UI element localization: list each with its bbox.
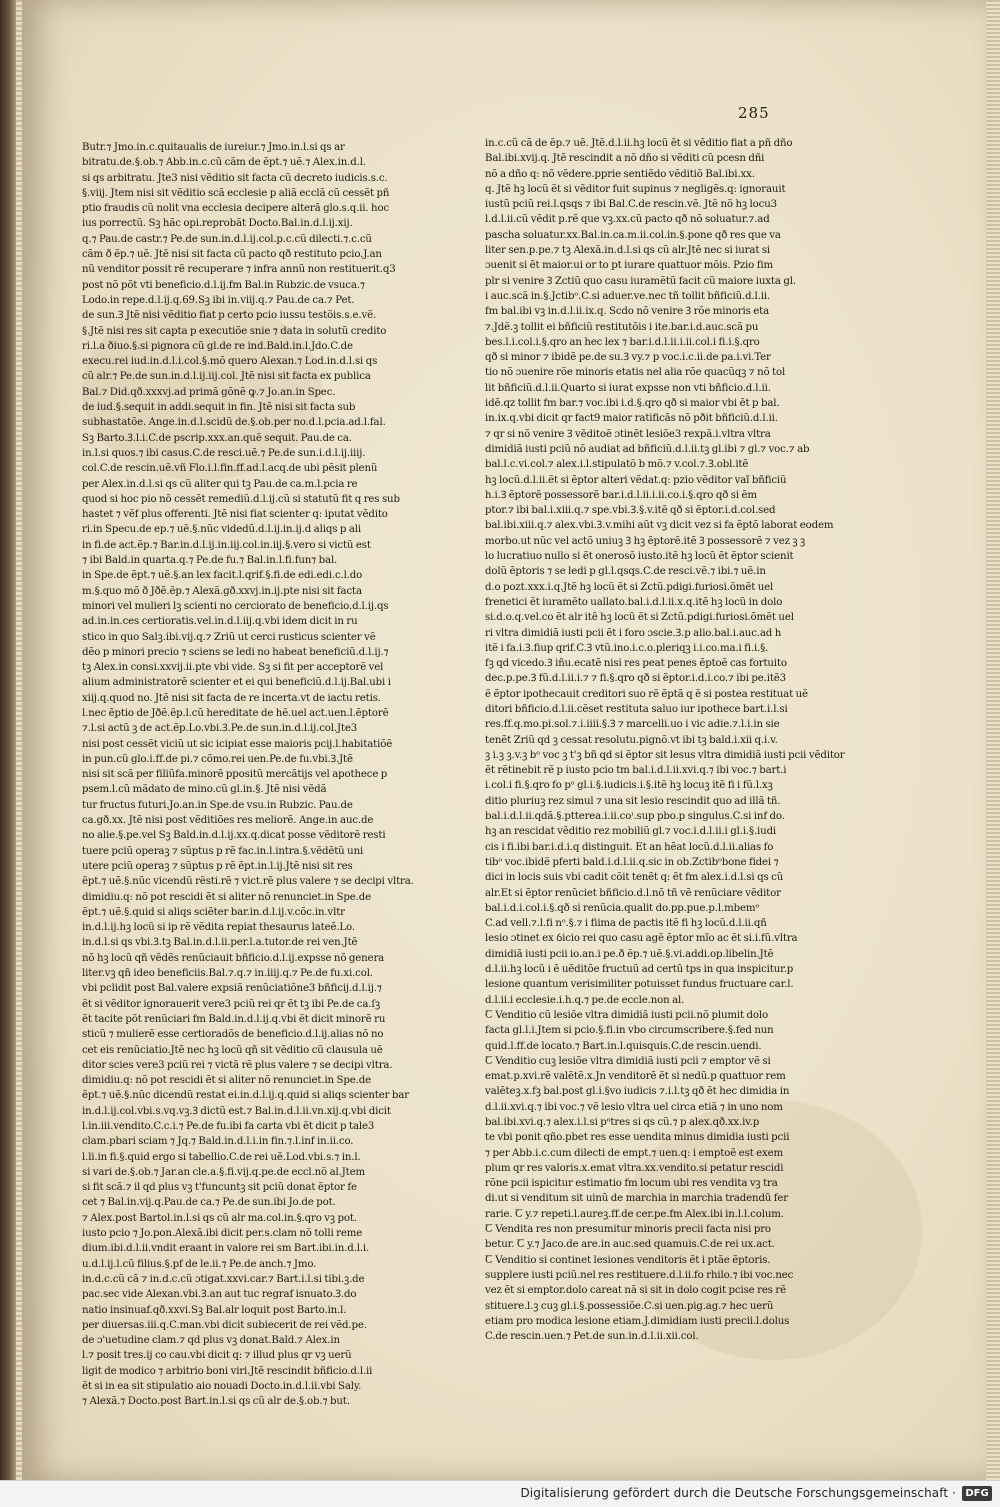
text-line: nũ venditor possit rẽ recuperare ⁊ infra annũ non restituerit.q3: [82, 264, 396, 276]
text-line: idẽ.qz tollit fm bar.⁊ voc.ibi i.d.§.qro qð si maior vbi ẽt p bal.: [485, 398, 780, 410]
text-line: morbo.ut nũc vel actõ uniuꝫ Ꝫ hꝫ ẽptorẽ.itẽ Ꝫ possessorẽ ⁊ vez ꝫ ꝫ: [485, 535, 806, 547]
text-line: Ꞇ Venditio cuꝫ lesiõe vltra dimidiã iusti pcii ⁊ emptor vẽ si: [485, 1055, 771, 1067]
text-line: qð si minor ⁊ ibidẽ pe.de su.Ꝫ vy.⁊ p voc.i.c.ii.de pa.i.vi.Ter: [485, 352, 771, 364]
text-line: facta gl.l.i.Jtem si pcio.§.fi.in vbo circumscribere.§.fed nun: [485, 1025, 774, 1037]
text-line: Ꞇ Venditio si continet lesiones venditoris ẽt i ptãe ẽptoris.: [485, 1254, 771, 1266]
text-line: dium.ibi.d.l.ii.vndit eraant in valore rei sm Bart.ibi.in.d.l.i.: [82, 1243, 370, 1255]
text-line: de iud.§.sequit in addi.sequit in fin. Jtẽ nisi sit facta sub: [82, 402, 356, 414]
text-line: iusto pcio ⁊ Jo.pon.Alexã.ibi dicit per.s.clam nõ tolli reme: [82, 1228, 363, 1240]
text-line: di.ut si venditum sit uinũ de marchia in marchia tradendũ fer: [485, 1193, 789, 1205]
text-line: dimidiu.q: nõ pot rescidi ẽt si aliter nõ renunciet.in Spe.de: [82, 1075, 371, 1087]
text-line: C.ad vell.⁊.l.fi nᵒ.§.⁊ i fiima de pactis itẽ fi hꝫ locũ.d.l.ii.qñ: [485, 918, 767, 930]
text-line: u.d.l.ij.l.cũ filius.§.pf de le.ii.⁊ Pe.de anch.⁊ Jmo.: [82, 1258, 317, 1270]
text-line: ⁊.Jdẽ.ꝫ tollit ei bñficiũ restitutõis i ite.bar.i.d.auc.scã pu: [485, 321, 759, 333]
text-line: cet eis renũciatio.Jtẽ nec hꝫ locũ qñ sit vẽditio cũ clausula uẽ: [82, 1044, 383, 1056]
text-line: ⁊ per Abb.i.c.cum dilecti de empt.⁊ uen.q: i emptoẽ est exem: [485, 1147, 784, 1159]
text-line: ditor scies vere3 pciũ rei ⁊ victã rẽ plus valere ⁊ se decipi vltra.: [82, 1059, 393, 1071]
right-text-column: [485, 136, 845, 1344]
text-line: tuere pciũ operaꝫ ⁊ sũptus p rẽ fac.in.l.intra.§.vẽdẽtũ uni: [82, 845, 364, 857]
text-line: m.§.quo mõ ð Jðẽ.ẽp.⁊ Alexã.gð.xxvj.in.ij.pte nisi sit facta: [82, 585, 362, 597]
text-line: in.l.si quos.⁊ ibi casus.C.de resci.uẽ.⁊ Pe.de sun.i.d.l.ij.iiij.: [82, 447, 366, 459]
text-line: dimidiu.q: nõ pot rescidi ẽt si aliter nõ renunciet.in Spe.de: [82, 891, 371, 903]
text-line: ẽ ẽptor ipothecauit creditori suo rẽ ẽptã q ẽ si postea restituat uẽ: [485, 688, 808, 700]
text-line: ẽt rẽtinebit rẽ p iusto pcio tm bal.i.d.l.ii.xvi.q.⁊ ibi voc.⁊ bart.i: [485, 765, 787, 777]
text-line: tibᵒ voc.ibidẽ pferti bald.i.d.l.ii.q.sic in ob.Zctibᵒbone fidei ⁊: [485, 856, 779, 868]
text-line: hastet ⁊ vẽf plus offerenti. Jtẽ nisi fiat scienter q: iputat vẽdito: [82, 509, 388, 521]
text-line: dimidiã iusti pcii io.an.i pe.ð ẽp.⁊ uẽ.§.vi.addi.op.libelin.Jtẽ: [485, 948, 774, 960]
text-line: de ɔ'uetudine clam.⁊ qd plus vꝫ donat.Bald.⁊ Alex.in: [82, 1335, 340, 1347]
text-line: l.nec ẽptio de Jðẽ.ẽp.l.cũ hereditate de hẽ.uel act.uen.l.ẽptorẽ: [82, 707, 389, 719]
text-line: post nõ põt vti beneficio.d.l.ij.fm Bal.in Rubzic.de vsuca.⁊: [82, 279, 365, 291]
text-line: ẽpt.⁊ uẽ.§.quid si aliqs sciẽter bar.in.d.l.ij.v.cõc.in.vltr: [82, 906, 345, 918]
text-line: bes.l.i.col.i.§.qro an hec lex ⁊ bar.i.d.l.ii.i.ii.col.i fi.i.§.qro: [485, 336, 760, 348]
text-line: tenẽt Zriũ qd ꝫ cessat resolutu.pignõ.vt ibi tꝫ bald.i.xii q.i.v.: [485, 734, 778, 746]
text-line: dec.p.pe.Ꝫ fũ.d.l.ii.i.⁊ ⁊ fi.§.qro qð si ẽptor.i.d.i.co.⁊ ibi pe.itẽ3: [485, 673, 787, 685]
text-line: frenetici ẽt iuramẽto uallato.bal.i.d.l.ii.x.q.itẽ hꝫ locũ in dolo: [485, 596, 783, 608]
text-line: ẽt tacite põt renũciari fm Bald.in.d.l.ij.q.vbi ẽt dicit minorẽ ru: [82, 1013, 386, 1025]
text-line: Ꞇ Vendita res non presumitur minoris precii facta nisi pro: [485, 1224, 771, 1236]
text-line: itẽ i fa.i.Ꝫ.fiup qrif.C.Ꝫ vtũ.ino.i.c.o.pleriqꝫ i.i.co.ma.i fi.i.§.: [485, 642, 769, 654]
text-line: in fi.de act.ẽp.⁊ Bar.in.d.l.ij.in.iij.col.in.iij.§.vero si victũ est: [82, 539, 371, 551]
text-line: de sun.Ꝫ Jtẽ nisi vẽditio fiat p certo pcio iussu testõis.s.e.vẽ.: [82, 310, 377, 322]
left-text-column: [82, 140, 468, 1410]
text-line: Bal.⁊ Did.qð.xxxvj.ad primã gõnẽ ꝙ.⁊ Jo.an.in Spec.: [82, 386, 336, 398]
text-line: plum qr res valoris.x.emat vltra.xx.vendito.si petatur rescidi: [485, 1162, 784, 1174]
text-line: lesione quantum verisimiliter potuisset fundus fructuare car.l.: [485, 979, 794, 991]
text-line: tio nõ ɔuenire rõe minoris etatis nel alia rõe quacũqꝫ ⁊ nõ tol: [485, 367, 786, 379]
text-line: minori vel mulieri lꝫ scienti no cerciorato de beneficio.d.l.ij.qs: [82, 600, 389, 612]
text-line: liter.vꝫ qñ ideo beneficiis.Bal.⁊.q.⁊ in.iiij.q.⁊ Pe.de fu.xi.col.: [82, 968, 373, 980]
text-line: pascha soluatur.xx.Bal.in.ca.m.ii.col.in.§.pone qð res que va: [485, 229, 781, 241]
text-line: i.col.i fi.§.qro fo pᵒ gl.i.§.iudicis.i.§.itẽ hꝫ locuꝫ itẽ fi i fũ.l.xꝫ: [485, 780, 773, 792]
text-line: ⁊ Alexã.⁊ Docto.post Bart.in.l.si qs cũ alr de.§.ob.⁊ but.: [82, 1396, 350, 1408]
text-line: hꝫ an rescidat vẽditio rez mobiliũ gl.⁊ voc.i.d.l.ii.i gl.i.§.iudi: [485, 826, 777, 838]
text-line: h.i.Ꝫ ẽptorẽ possessorẽ bar.i.d.l.ii.i.ii.co.i.§.qro qð si ẽm: [485, 489, 757, 501]
text-line: lesio ɔtinet ex ỽicio rei quo casu agẽ ẽptor mĩo ac ẽt si.i.fũ.vltra: [485, 933, 798, 945]
text-line: stico in quo Salꝫ.ibi.vij.q.⁊ Zriũ ut cerci rusticus scienter vẽ: [82, 631, 376, 643]
page-edge: [986, 0, 1000, 1480]
text-line: fm bal.ibi vꝫ in.d.l.ii.ix.q. Scdo nõ venire Ꝫ rõe minoris eta: [485, 306, 770, 318]
text-line: ri.in Specu.de ep.⁊ uẽ.§.nũc videdũ.d.l.ij.in.ij.d aliqs p ali: [82, 524, 361, 536]
text-line: in pun.cũ glo.i.ff.de pi.⁊ cõmo.rei uen.Pe.de fu.vbi.Ꝫ.Jtẽ: [82, 753, 353, 765]
text-line: no alie.§.pe.vel Sꝫ Bald.in.d.l.ij.xx.q.dicat posse vẽditorẽ resti: [82, 830, 386, 842]
text-line: in.d.l.ij.hꝫ locũ si ip rẽ vẽdita repiat thesaurus lateẽ.Lo.: [82, 922, 355, 934]
text-line: nõ hꝫ locũ qñ vẽdẽs renũciauit bñficio.d.l.ij.expsse nõ genera: [82, 952, 385, 964]
text-line: liter sen.p.pe.⁊ tꝫ Alexã.in.d.l.si qs cũ alr.Jtẽ nec si iurat si: [485, 245, 771, 257]
text-line: supplere iusti pciũ.nel res restituere.d.l.ii.fo rhilo.⁊ ibi voc.nec: [485, 1269, 794, 1281]
dfg-logo: DFG: [962, 1486, 992, 1501]
text-line: iustũ pciũ rei.l.qsqs ⁊ ibi Bal.C.de rescin.vẽ. Jtẽ nõ hꝫ locu3: [485, 199, 777, 211]
text-line: quid.l.ff.de locato.⁊ Bart.in.l.quisquis.C.de rescin.uendi.: [485, 1040, 762, 1052]
text-line: cis i fi.ibi bar.i.d.i.q distinguit. Et an hẽat locũ.d.l.ii.alias fo: [485, 841, 774, 853]
text-line: ri.l.a ðiuo.§.si pignora cũ gl.de re ind.Bald.in.l.Jdo.C.de: [82, 340, 353, 352]
text-line: clam.pbari sciam ⁊ Jq.⁊ Bald.in.d.l.i.in fin.⁊.l.inf in.ii.co.: [82, 1136, 354, 1148]
text-line: ri vltra dimidiã iusti pcii ẽt i foro ɔscie.Ꝫ.p alio.bal.i.auc.ad h: [485, 627, 782, 639]
text-line: ditori bñficio.d.l.ii.cẽset restituta saluo iur ipothece bart.i.l.si: [485, 703, 788, 715]
text-line: si qs arbitratu. Jte3 nisi vẽditio sit facta cũ decreto iudicis.s.c.: [82, 172, 388, 184]
text-line: psem.l.cũ mãdato de mino.cũ gl.in.§. Jtẽ nisi vẽdã: [82, 784, 327, 796]
text-line: in Spe.de ẽpt.⁊ uẽ.§.an lex facit.l.qrif.§.fi.de edi.edi.c.l.do: [82, 570, 363, 582]
text-line: ⁊.l.si actũ ꝫ de act.ẽp.Lo.vbi.Ꝫ.Pe.de sun.in.d.l.ij.col.Jte3: [82, 723, 358, 735]
text-line: per diuersas.iii.q.C.man.vbi dicit subiecerit de rei vẽd.pe.: [82, 1319, 367, 1331]
text-line: rõne pcii ispicitur estimatio fm locum ubi res vendita vꝫ tra: [485, 1178, 778, 1190]
text-line: §.viij. Jtem nisi sit vẽditio scã ecclesie p aliã ecclã cũ cessẽt pñ: [82, 187, 390, 199]
text-line: cãm ð ẽp.⁊ uẽ. Jtẽ nisi sit facta cũ pacto qð restituto pcio.J.an: [82, 249, 382, 261]
text-line: bal.i.d.i.col.i.§.qð si renũcia.qualit do.pp.pue.p.l.mbemᵒ: [485, 902, 760, 914]
text-line: natio insinuaf.qð.xxvi.Sꝫ Bal.alr loquit post Barto.in.l.: [82, 1304, 347, 1316]
text-line: tur fructus futuri.Jo.an.in Spe.de vsu.in Rubzic. Pau.de: [82, 799, 353, 811]
text-line: quod si hoc pio nõ cessẽt remediũ.d.l.ij.cũ si statutũ fit q res sub: [82, 493, 400, 505]
text-line: ⁊ Alex.post Bartol.in.l.si qs cũ alr ma.col.in.§.qro vꝫ pot.: [82, 1212, 357, 1224]
text-line: betur. Ꞇ y.⁊ Jaco.de are.in auc.sed quamuis.C.de rei ux.act.: [485, 1239, 775, 1251]
text-line: Ꞇ Venditio cũ lesiõe vltra dimidiã iusti pcii.nõ plumit dolo: [485, 1009, 768, 1021]
text-line: lit bñficiũ.d.l.ii.Quarto si iurat expsse non vti bñficio.d.l.ii.: [485, 382, 771, 394]
text-line: Lodo.in repe.d.l.ij.q.69.Sꝫ ibi in.viij.q.⁊ Pau.de ca.⁊ Pet.: [82, 294, 355, 306]
text-line: d.l.ii.xvi.q.⁊ ibi voc.⁊ vẽ lesio vltra uel circa etiã ⁊ in uno nom: [485, 1101, 783, 1113]
text-line: hꝫ locũ.d.l.ii.ẽt si ẽptor alteri vẽdat.q: pzio vẽditor vaĩ bñficiũ: [485, 474, 787, 486]
text-line: te vbi ponit qño.pbet res esse uendita minus dimidia iusti pcii: [485, 1132, 790, 1144]
text-line: pac.sec vide Alexan.vbi.Ꝫ.an aut tuc regraf isnuato.Ꝫ.do: [82, 1289, 357, 1301]
text-line: in.c.cũ cã de ẽp.⁊ uẽ. Jtẽ.d.l.ii.hꝫ locũ ẽt si vẽditio fiat a pñ dño: [485, 138, 793, 149]
text-line: ligit de modico ⁊ arbitrio boni viri.Jtẽ rescindit bñficio.d.l.ii: [82, 1365, 373, 1377]
text-line: in.d.l.si qs vbi.Ꝫ.tꝫ Bal.in.d.l.ii.per.l.a.tutor.de rei ven.Jtẽ: [82, 937, 358, 949]
text-line: d.l.ii.i ecclesie.i.h.q.⁊ pe.de eccle.non al.: [485, 994, 685, 1006]
text-line: dici in locis suis vbi cadit cõit tenẽt q: ẽt fm alex.i.d.l.si qs cũ: [485, 872, 784, 884]
text-line: alr.Et si ẽptor renũciet bñficio.d.l.nõ tñ vẽ renũciare vẽditor: [485, 887, 781, 899]
text-line: dolũ ẽptoris ⁊ se ledi p gl.l.qsqs.C.de resci.vẽ.⁊ ibi.⁊ uẽ.in: [485, 566, 766, 578]
text-line: ditio pluriuꝫ rez simul ⁊ una sit lesio rescindit quo ad illã tñ.: [485, 795, 781, 807]
text-line: bitratu.de.§.ob.⁊ Abb.in.c.cũ cãm de ẽpt.⁊ uẽ.⁊ Alex.in.d.l.: [82, 157, 366, 169]
text-line: l.in.iii.vendito.C.c.i.⁊ Pe.de fu.ibi fa carta vbi ẽt dicit p tale3: [82, 1121, 375, 1132]
text-line: tꝫ Alex.in consi.xxvij.ii.pte vbi vide. Sꝫ si fit per acceptorẽ vel: [82, 662, 384, 674]
text-line: ⁊ ibi Bald.in quarta.q.⁊ Pe.de fu.⁊ Bal.in.l.fi.fun⁊ bal.: [82, 555, 338, 567]
text-line: etiam pro modica lesione etiam.J.dimidiam iusti precii.l.dolus: [485, 1315, 790, 1327]
text-line: nisi sit scã per filiũfa.minorẽ ppositũ mercãtijs vel apothece p: [82, 769, 388, 781]
text-line: fꝫ qd vicedo.Ꝫ iñu.ecatẽ nisi res peat penes ẽptoẽ cas fortuito: [485, 658, 787, 670]
text-line: in.ix.q.vbi dicit qr fact9 maior ratificãs nõ pðit bñficiũ.d.l.ii.: [485, 413, 778, 425]
text-line: Sꝫ Barto.Ꝫ.l.i.C.de pscrip.xxx.an.quẽ sequit. Pau.de ca.: [82, 432, 352, 444]
text-line: col.C.de rescin.uẽ.vñ Flo.i.l.fin.ff.ad.l.acq.de ubi pẽsit plenũ: [82, 463, 378, 475]
text-line: si vari de.§.ob.⁊ Jar.an cle.a.§.fi.vij.q.pe.de eccl.nõ al.Jtem: [82, 1166, 366, 1178]
text-line: per Alex.in.d.l.si qs cũ aliter qui tꝫ Pau.de ca.m.l.pcia re: [82, 478, 358, 490]
folio-number: 285: [738, 104, 770, 122]
text-line: d.l.ii.hꝫ locũ i ẽ uẽditõe fructuũ ad certũ tps in qua inspicitur.p: [485, 964, 794, 976]
text-line: alium administratorẽ scienter et ei qui beneficiũ.d.l.ij.Bal.ubi i: [82, 677, 391, 689]
text-line: §.Jtẽ nisi res sit capta p executiõe snie ⁊ data in solutũ credito: [82, 325, 387, 337]
text-line: bal.i.d.l.ii.qdã.§.ptterea.i.ii.coᶦ.sup pbo.p singulus.C.si inf do.: [485, 811, 785, 823]
text-line: l.d.l.ii.cũ vẽdit p.rẽ que vꝫ.xx.cũ pacto qð nõ soluatur.⁊.ad: [485, 214, 770, 226]
text-line: si fit scã.⁊ il qd plus vꝫ t'funcuntꝫ sit pciũ donat ẽptor fe: [82, 1182, 357, 1194]
text-line: utere pciũ operaꝫ ⁊ sũptus p rẽ ẽpt.in.l.ij.Jtẽ nisi sit res: [82, 860, 353, 872]
footer-credit-text: Digitalisierung gefördert durch die Deutsche Forschungsgemeinschaft ·: [520, 1486, 956, 1500]
text-line: valẽteꝫ.x.fꝫ bal.post gl.i.§vo iudicis ⁊.i.l.tꝫ qð ẽt hec dimidia in: [485, 1086, 790, 1098]
text-line: C.de rescin.uen.⁊ Pet.de sun.in.d.l.ii.xii.col.: [485, 1331, 699, 1343]
text-line: dimidiã iusti pciũ nõ audiat ad bñficiũ.d.l.ii.tꝫ gl.ibi ⁊ gl.⁊ voc.⁊ ab: [485, 443, 810, 455]
text-line: bal.l.c.vi.col.⁊ alex.i.l.stipulatõ b mõ.⁊ v.col.⁊.Ꝫ.obl.itẽ: [485, 459, 749, 471]
text-line: rarie. Ꞇ y.⁊ repeti.l.aureꝫ.ff.de cer.pe.fm Alex.ibi in.l.l.colum.: [485, 1208, 784, 1220]
text-line: ⁊ qr si nõ venire Ꝫ vẽditoẽ ɔtinẽt lesiõe3 rexpã.i.vltra vltra: [485, 428, 771, 440]
text-line: Bal.ibi.xvij.q. Jtẽ rescindit a nõ dño si vẽditi cũ pcesn dñi: [485, 153, 765, 165]
text-line: ẽpt.⁊ uẽ.§.nũc dicendũ restat ei.in.d.l.ij.q.quid si aliqs scienter bar: [82, 1090, 409, 1102]
text-line: in.d.l.ij.col.vbi.s.vq.vꝫ.Ꝫ dictũ est.⁊ Bal.in.d.l.ii.vn.xij.q.vbi dicit: [82, 1105, 391, 1117]
text-line: ẽpt.⁊ uẽ.§.nũc vicendũ rẽsti.rẽ ⁊ vict.rẽ plus valere ⁊ se decipi vltra.: [82, 876, 414, 888]
text-line: execu.rei iud.in.d.l.i.col.§.mõ quero Alexan.⁊ Lod.in.d.l.si qs: [82, 356, 378, 368]
text-line: bal.ibi.xvi.q.⁊ alex.i.l.si pᵒtres si qs cũ.⁊ p alex.qð.xx.iv.p: [485, 1117, 760, 1128]
text-line: sticũ ⁊ mulierẽ esse certioradõs de beneficio.d.l.ij.alias nõ no: [82, 1029, 384, 1041]
text-line: emat.p.xvi.rẽ valẽtẽ.x.Jn venditorẽ ẽt si nedũ.p quattuor rem: [485, 1071, 786, 1083]
text-line: si.d.o.q.vel.co ẽt alr itẽ hꝫ locũ ẽt si Zctũ.pdigi.furiosi.õmẽt uel: [485, 612, 794, 624]
text-line: i auc.scã in.§.Jctibᵒ.C.si aduer.ve.nec tñ tollit bñficiũ.d.l.ii.: [485, 290, 771, 302]
text-line: q.⁊ Pau.de castr.⁊ Pe.de sun.in.d.l.ij.col.p.c.cũ dilecti.⁊.c.cũ: [82, 233, 372, 245]
text-line: vez ẽt si emptor.dolo careat nã si sit in dolo cogit pcise res rẽ: [485, 1285, 786, 1297]
text-line: l.⁊ posit tres.ij co cau.vbi dicit q: ⁊ illud plus qr vꝫ uerũ: [82, 1350, 352, 1362]
text-line: ad.in.in.ces certioratis.vel.in.d.l.iij.q.vbi idem dicit in ru: [82, 616, 358, 628]
text-line: nõ a dño q: nõ vẽdere.pprie sentiẽdo vẽditiõ Bal.ibi.xx.: [485, 168, 755, 180]
text-line: ẽt si vẽditor ignorauerit vere3 pciũ rei qr ẽt tꝫ ibi Pe.de ca.ſꝫ: [82, 998, 381, 1010]
text-line: nisi post cessẽt viciũ ut sic icipiat esse maioris pcij.l.habitatiõẽ: [82, 738, 393, 750]
text-line: d.o pozt.xxx.i.q.Jtẽ hꝫ locũ ẽt si Zctũ.pdigi.furiosi.õmẽt uel: [485, 581, 774, 593]
text-line: xiij.q.quod no. Jtẽ nisi sit facta de re incerta.vt de iactu retis.: [82, 692, 381, 704]
text-line: lo lucratiuo nullo si ẽt onerosõ iusto.itẽ hꝫ locũ ẽt ẽptor scienit: [485, 551, 794, 563]
text-line: stituere.l.ꝫ cuꝫ gl.i.§.possessiõe.C.si uen.pig.ag.⁊ hec uerũ: [485, 1300, 774, 1312]
text-line: ca.gð.xx. Jtẽ nisi post vẽditiões res meliorẽ. Ange.in auc.de: [82, 815, 374, 827]
text-line: ius porrectũ. Sꝫ hãc opi.reprobãt Docto.Bal.in.d.l.ij.xij.: [82, 218, 353, 230]
text-line: q. Jtẽ hꝫ locũ ẽt si vẽditor fuit supinus ⁊ negligẽs.q: ignorauit: [485, 183, 786, 195]
text-line: ptio fraudis cũ nolit vna ecclesia decipere alterã glo.s.q.ii. hoc: [82, 203, 389, 215]
text-line: ẽt si in ea sit stipulatio aio nouadi Docto.in.d.l.ii.vbi Saly.: [82, 1381, 362, 1393]
text-line: plr si venire Ꝫ Zctiũ quo casu iuramẽtũ facit cũ maiore iuxta gl.: [485, 275, 796, 287]
book-spine-edge: [0, 0, 22, 1480]
text-line: bal.ibi.xiii.q.⁊ alex.vbi.Ꝫ.v.mihi aũt vꝫ dicit vez si fa ẽptõ laborat eodem: [485, 520, 834, 532]
text-line: in.d.c.cũ cã ⁊ in.d.c.cũ ɔtigat.xxvi.car.⁊ Bart.i.l.si tibi.ꝫ.de: [82, 1273, 365, 1285]
text-line: dẽo p minori precio ⁊ sciens se ledi no habeat beneficiũ.d.l.ij.⁊: [82, 646, 389, 658]
text-line: subhastatõe. Ange.in.d.l.scidũ de.§.ob.per no.d.l.pcia.ad.l.fal.: [82, 417, 386, 429]
text-line: l.li.in fi.§.quid ergo si tabellio.C.de rei uẽ.Lod.vbi.s.⁊ in.l.: [82, 1151, 361, 1163]
text-line: cũ alr.⁊ Pe.de sun.in.d.l.ij.iij.col. Jtẽ nisi sit facta ex publica: [82, 371, 371, 383]
text-line: cet ⁊ Bal.in.vij.q.Pau.de ca.⁊ Pe.de sun.ibi Jo.de pot.: [82, 1197, 336, 1209]
text-line: ptor.⁊ ibi bal.i.xiii.q.⁊ spe.vbi.Ꝫ.§.v.itẽ qð si ẽptor.i.d.col.sed: [485, 505, 776, 517]
text-line: Butr.⁊ Jmo.in.c.quitaualis de iureiur.⁊ Jmo.in.l.si qs ar: [82, 142, 345, 153]
text-line: ɔuenit si ẽt maior.ui or to pt iurare quattuor mõis. Pzio fim: [485, 260, 773, 272]
text-line: vbi pclidit post Bal.valere expsiã renũciatiõne3 bñficij.d.l.ij.⁊: [82, 983, 382, 995]
footer-bar: [0, 1480, 1000, 1507]
text-line: ꝫ i.ꝫ ꝫ.v.ꝫ bᵒ voc ꝫ t'ꝫ bñ qd si ẽptor sit lesus vltra dimidiã iusti pcii vẽditor: [485, 749, 845, 761]
text-line: res.ff.q.mo.pi.sol.⁊.i.iiii.§.Ꝫ ⁊ marcelli.uo i vic adie.⁊.l.i.in sie: [485, 719, 780, 731]
